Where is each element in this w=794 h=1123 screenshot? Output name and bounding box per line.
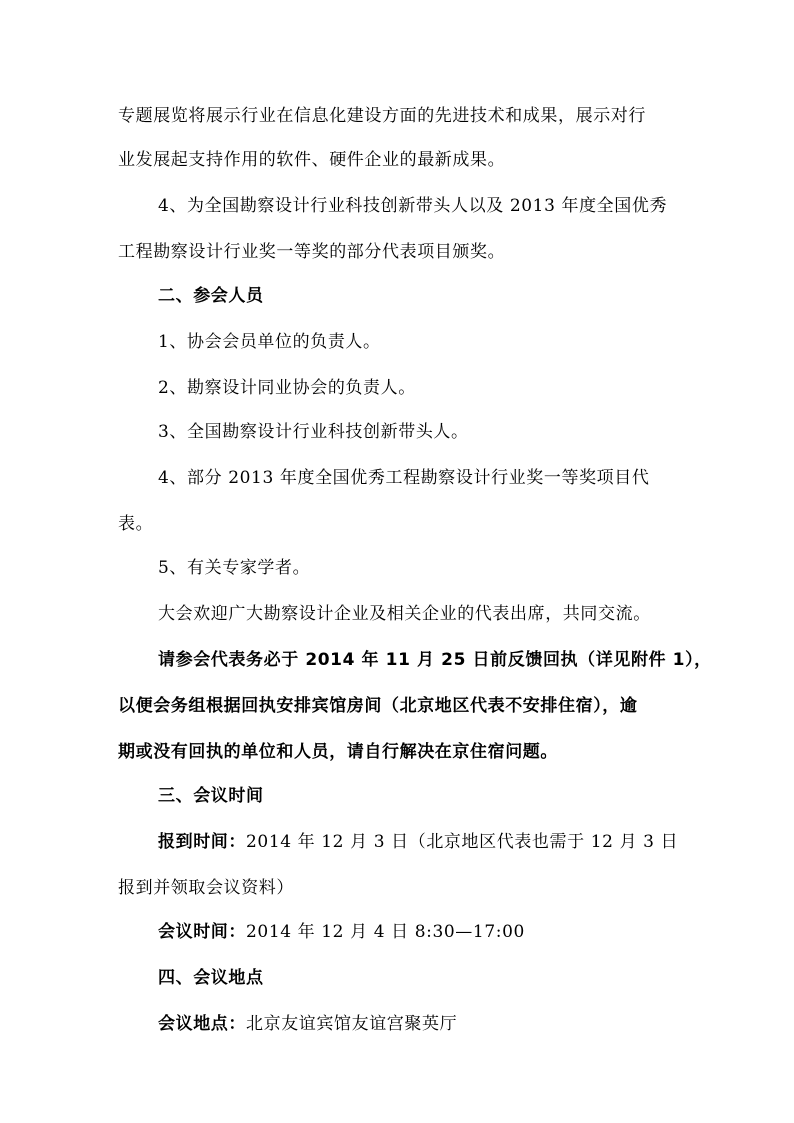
section-heading-attendees: 二、参会人员 xyxy=(158,286,264,306)
list-item: 4、部分 2013 年度全国优秀工程勘察设计行业奖一等奖项目代 xyxy=(158,468,650,488)
registration-time-line xyxy=(158,830,678,854)
meeting-time-line xyxy=(158,920,678,944)
notice-line: 以便会务组根据回执安排宾馆房间（北京地区代表不安排住宿），逾 xyxy=(118,696,638,716)
list-item: 2、勘察设计同业协会的负责人。 xyxy=(158,378,416,398)
paragraph-line: 专题展览将展示行业在信息化建设方面的先进技术和成果，展示对行 xyxy=(118,106,646,126)
registration-time-value: 2014 年 12 月 3 日（北京地区代表也需于 12 月 3 日 xyxy=(246,832,679,852)
meeting-venue-value: 北京友谊宾馆友谊宫聚英厅 xyxy=(246,1014,458,1034)
notice-line: 期或没有回执的单位和人员，请自行解决在京住宿问题。 xyxy=(118,742,558,762)
meeting-time-value: 2014 年 12 月 4 日 8:30—17:00 xyxy=(246,922,525,942)
meeting-time-label: 会议时间： xyxy=(158,922,246,942)
list-item: 5、有关专家学者。 xyxy=(158,558,311,578)
list-item: 1、协会会员单位的负责人。 xyxy=(158,332,381,352)
paragraph-line: 大会欢迎广大勘察设计企业及相关企业的代表出席，共同交流。 xyxy=(158,604,651,624)
registration-time-continuation: 报到并领取会议资料） xyxy=(118,878,294,898)
section-heading-meeting-venue: 四、会议地点 xyxy=(158,968,264,988)
notice-line: 请参会代表务必于 2014 年 11 月 25 日前反馈回执（详见附件 1）， xyxy=(158,650,712,670)
paragraph-line: 4、为全国勘察设计行业科技创新带头人以及 2013 年度全国优秀 xyxy=(158,196,668,216)
meeting-venue-label: 会议地点： xyxy=(158,1014,246,1034)
list-item-continuation: 表。 xyxy=(118,514,154,534)
paragraph-line: 工程勘察设计行业奖一等奖的部分代表项目颁奖。 xyxy=(118,242,506,262)
meeting-venue-line xyxy=(158,1012,678,1036)
paragraph-line: 业发展起支持作用的软件、硬件企业的最新成果。 xyxy=(118,150,506,170)
registration-time-label: 报到时间： xyxy=(158,832,246,852)
section-heading-meeting-time: 三、会议时间 xyxy=(158,786,264,806)
list-item: 3、全国勘察设计行业科技创新带头人。 xyxy=(158,422,469,442)
